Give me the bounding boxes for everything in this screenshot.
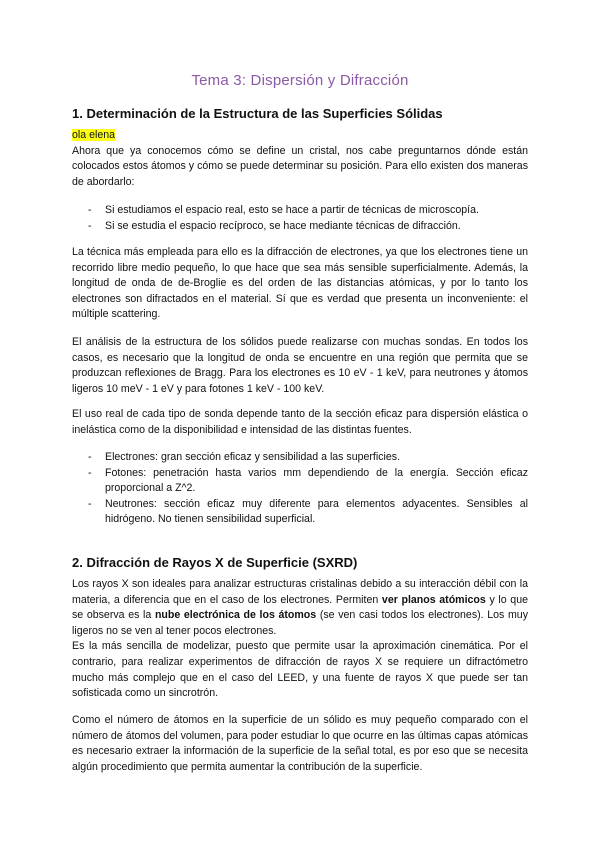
page-title: Tema 3: Dispersión y Difracción [191,72,409,89]
paragraph-surface-signal: Como el número de átomos en la superficie de un sólido es muy pequeño comparado con el número de átomos del volumen, para poder estudiar lo que ocurre en las últimas capas atómicas es necesario extraer la información de la superficie de la señal total, es por eso que se necesita algún procedimiento que permita aumentar la contribución de la superficie. [72,714,528,773]
section-1-heading: 1. Determinación de la Estructura de las Superficies Sólidas [72,106,443,121]
text-run: Los rayos X son ideales para analizar estructuras cristalinas debido a su interacción débil con la materia, a diferencia que en el caso de los electrones. Permiten [72,578,528,606]
list-item: - Fotones: penetración hasta varios mm dependiendo de la energía. Sección eficaz proporcional a Z^2. [88,466,528,497]
paragraph-xrays [72,577,528,702]
text-run: (se ven casi todos los electrones). Los muy ligeros no se ven al tener pocos electrones. [72,609,528,637]
text-run: y lo que se observa es la [72,593,528,622]
paragraph-probes: El análisis de la estructura de los sólidos puede realizarse con muchas sondas. En todos los casos, es necesario que la longitud de onda se encuentre en una región que permita que se produzcan reflexiones de Bragg. Para los electrones es 10 eV - 1 keV, para neutrones y átomos ligeros 10 meV - 1 eV y para fotones 1 keV - 100 keV. [72,336,528,395]
list-item: - Si estudiamos el espacio real, esto se hace a partir de técnicas de microscopía. [88,203,528,219]
paragraph-probe-use: El uso real de cada tipo de sonda depende tanto de la sección eficaz para dispersión elástica o inelástica como de la disponibilidad e intensidad de las distintas fuentes. [72,408,528,436]
approaches-list [88,203,528,234]
paragraph-electrons: La técnica más empleada para ello es la difracción de electrones, ya que los electrones tiene un recorrido libre medio pequeño, lo que hace que sea más sensible superficialmente. Además, la longitud de onda de de-Broglie es del orden de las distancias atómicas, y por lo tanto los electrones son difractados en el material. Sí que es verdad que presenta un inconveniente: el múltiple scattering. [72,246,528,321]
list-item: - Electrones: gran sección eficaz y sensibilidad a las superficies. [88,450,528,466]
bold-text: ver planos atómicos [381,593,486,606]
section-2-heading: 2. Difracción de Rayos X de Superficie (SXRD) [72,555,358,570]
text-run: Es la más sencilla de modelizar, puesto que permite usar la aproximación cinemática. Por el contrario, para realizar experimentos de difracción de rayos X se requiere un difractómetro mucho más complejo que en el caso del LEED, y una fuente de rayos X que puede ser tan sofisticada como un sincrotrón. [72,640,528,700]
list-item: - Neutrones: sección eficaz muy diferente para elementos adyacentes. Sensibles al hidrógeno. No tienen sensibilidad superficial. [88,497,528,528]
intro-text: Ahora que ya conocemos cómo se define un cristal, nos cabe preguntarnos dónde están colocados estos átomos y cómo se puede determinar su posición. Para ello existen dos maneras de abordarlo: [72,144,528,188]
list-item: - Si se estudia el espacio recíproco, se hace mediante técnicas de difracción. [88,219,528,235]
section-1-intro [72,128,528,190]
highlighted-note: ola elena [72,129,116,141]
bold-text: nube electrónica de los átomos [154,609,317,622]
probes-list [88,450,528,528]
